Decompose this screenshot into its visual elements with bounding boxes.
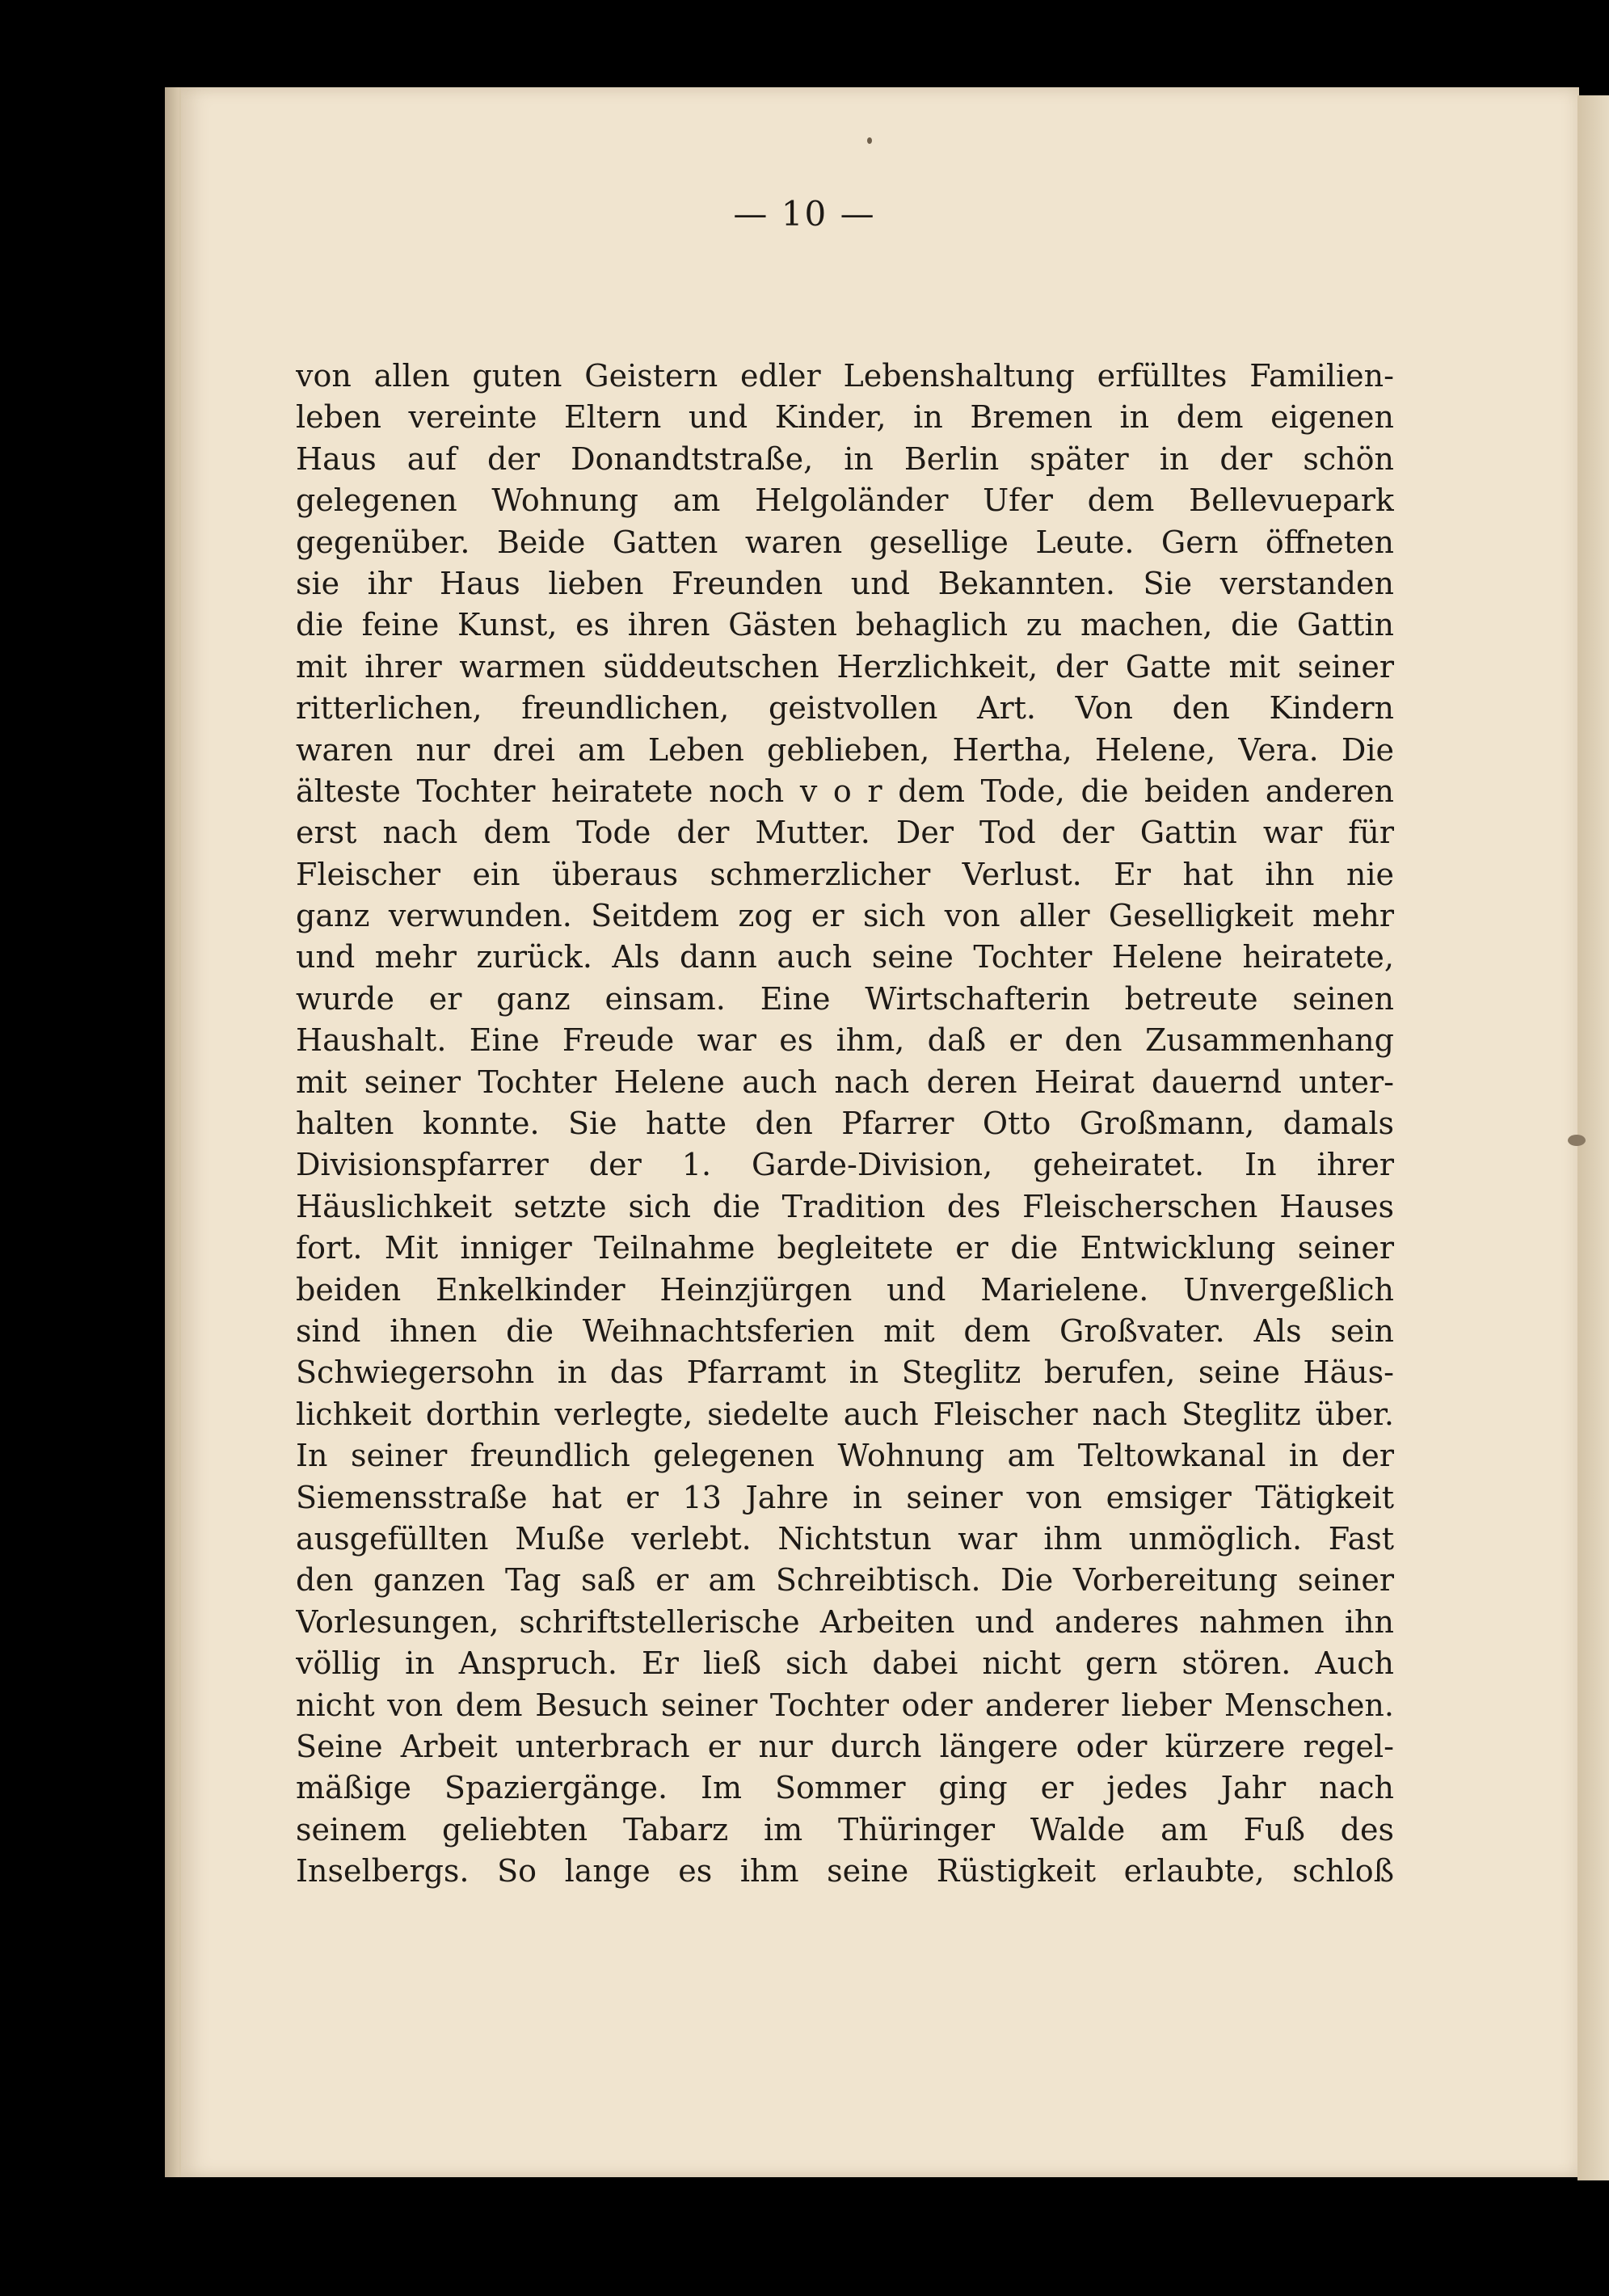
text-line: mäßige Spaziergänge. Im Sommer ging er jedes Jahr nach: [296, 1770, 1394, 1806]
text-line: ausgefüllten Muße verlebt. Nichtstun war ihm unmöglich. Fast: [296, 1520, 1394, 1557]
text-line: Siemensstraße hat er 13 Jahre in seiner von emsiger Tätigkeit: [296, 1479, 1394, 1515]
text-line: völlig in Anspruch. Er ließ sich dabei nicht gern stören. Auch: [296, 1645, 1394, 1682]
text-line: Inselbergs. So lange es ihm seine Rüstigkeit erlaubte, schloß: [296, 1853, 1394, 1889]
page-number: — 10 —: [733, 194, 876, 234]
text-line: älteste Tochter heiratete noch v o r dem Tode, die beiden anderen: [296, 773, 1394, 809]
text-line: mit seiner Tochter Helene auch nach deren Heirat dauernd unter-: [296, 1064, 1394, 1100]
text-line: ritterlichen, freundlichen, geistvollen Art. Von den Kindern: [296, 690, 1394, 727]
text-line: die feine Kunst, es ihren Gästen behaglich zu machen, die Gattin: [296, 607, 1394, 643]
text-line: seinem geliebten Tabarz im Thüringer Walde am Fuß des: [296, 1811, 1394, 1847]
text-line: waren nur drei am Leben geblieben, Hertha, Helene, Vera. Die: [296, 731, 1394, 768]
text-line: und mehr zurück. Als dann auch seine Tochter Helene heiratete,: [296, 939, 1394, 975]
body-text: [296, 356, 1394, 1892]
text-line: lichkeit dorthin verlegte, siedelte auch Fleischer nach Steglitz über.: [296, 1396, 1394, 1432]
text-line: Haushalt. Eine Freude war es ihm, daß er den Zusammenhang: [296, 1022, 1394, 1059]
text-line: fort. Mit inniger Teilnahme begleitete er die Entwicklung seiner: [296, 1230, 1394, 1266]
text-line: sie ihr Haus lieben Freunden und Bekannten. Sie verstanden: [296, 565, 1394, 601]
text-line: wurde er ganz einsam. Eine Wirtschafterin betreute seinen: [296, 980, 1394, 1017]
text-line: leben vereinte Eltern und Kinder, in Bremen in dem eigenen: [296, 399, 1394, 436]
text-line: sind ihnen die Weihnachtsferien mit dem Großvater. Als sein: [296, 1312, 1394, 1349]
text-line: den ganzen Tag saß er am Schreibtisch. Die Vorbereitung seiner: [296, 1562, 1394, 1599]
text-line: gelegenen Wohnung am Helgoländer Ufer dem Bellevuepark: [296, 482, 1394, 519]
text-line: halten konnte. Sie hatte den Pfarrer Otto Großmann, damals: [296, 1106, 1394, 1142]
text-line: Häuslichkeit setzte sich die Tradition des Fleischerschen Hauses: [296, 1188, 1394, 1224]
text-line: Haus auf der Donandtstraße, in Berlin später in der schön: [296, 440, 1394, 477]
paper-speck: [867, 137, 872, 144]
text-line: beiden Enkelkinder Heinzjürgen und Marielene. Unvergeßlich: [296, 1271, 1394, 1308]
text-line: nicht von dem Besuch seiner Tochter oder anderer lieber Menschen.: [296, 1687, 1394, 1723]
paper-speck: [1568, 1135, 1586, 1146]
text-line: Schwiegersohn in das Pfarramt in Steglitz berufen, seine Häus-: [296, 1354, 1394, 1391]
text-line: mit ihrer warmen süddeutschen Herzlichkeit, der Gatte mit seiner: [296, 648, 1394, 685]
text-line: Vorlesungen, schriftstellerische Arbeiten und anderes nahmen ihn: [296, 1603, 1394, 1640]
text-line: ganz verwunden. Seitdem zog er sich von aller Geselligkeit mehr: [296, 898, 1394, 934]
text-line: Seine Arbeit unterbrach er nur durch längere oder kürzere regel-: [296, 1728, 1394, 1764]
text-line: erst nach dem Tode der Mutter. Der Tod der Gattin war für: [296, 815, 1394, 851]
text-line: gegenüber. Beide Gatten waren gesellige Leute. Gern öffneten: [296, 524, 1394, 560]
text-line: Fleischer ein überaus schmerzlicher Verlust. Er hat ihn nie: [296, 856, 1394, 892]
text-line: In seiner freundlich gelegenen Wohnung am Teltowkanal in der: [296, 1438, 1394, 1474]
text-line: Divisionspfarrer der 1. Garde-Division, geheiratet. In ihrer: [296, 1147, 1394, 1183]
text-line: von allen guten Geistern edler Lebenshaltung erfülltes Familien-: [296, 358, 1394, 394]
